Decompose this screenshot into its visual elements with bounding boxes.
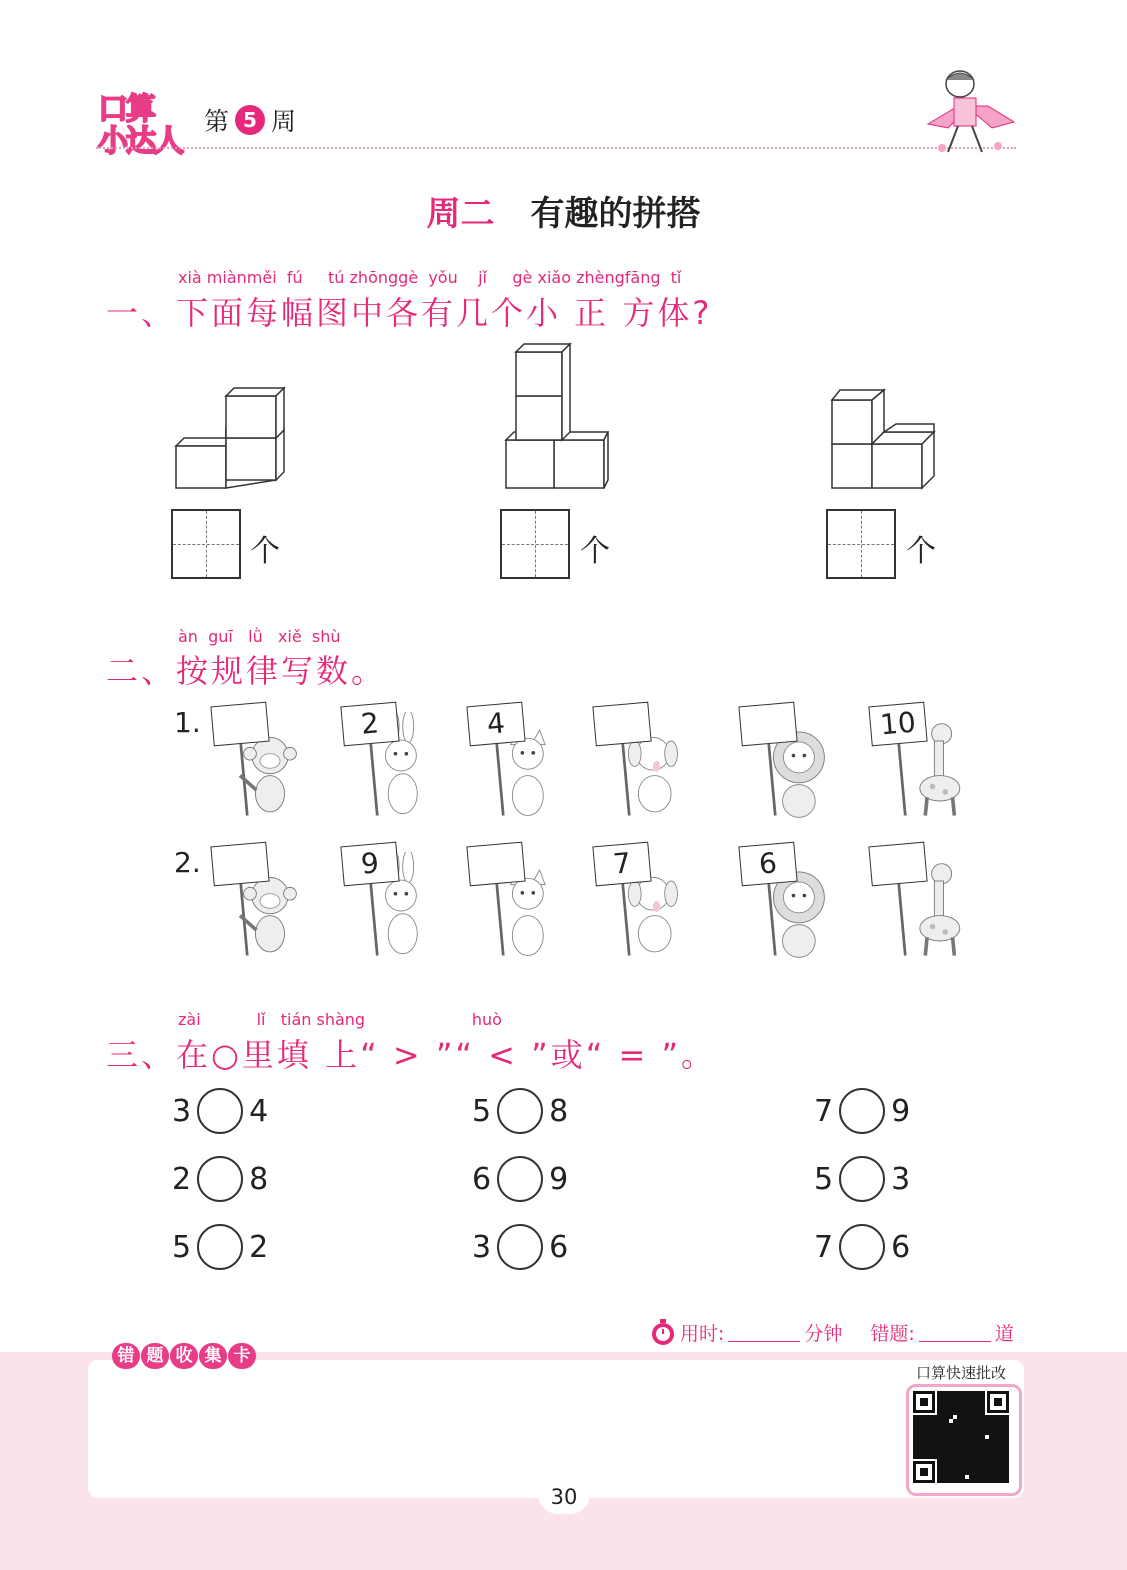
compare-circle-blank[interactable]	[497, 1156, 543, 1202]
compare-circle-blank[interactable]	[839, 1156, 885, 1202]
time-blank[interactable]	[728, 1323, 800, 1342]
qr-title: 口算快速批改	[915, 1364, 1006, 1382]
answer-box-3[interactable]	[826, 509, 896, 579]
compare-right-number: 3	[891, 1161, 911, 1197]
cube-figure-2	[500, 340, 612, 492]
brand-logo	[96, 84, 182, 159]
compare-circle-blank[interactable]	[197, 1156, 243, 1202]
compare-circle-blank[interactable]	[839, 1224, 885, 1270]
number-sign[interactable]	[592, 702, 651, 747]
number-sign[interactable]	[210, 702, 269, 747]
errors-label: 错题:	[870, 1322, 915, 1345]
comparison-item	[172, 1156, 268, 1202]
number-sign: 4	[466, 702, 525, 747]
logo-line1: 口算	[98, 92, 154, 127]
stopwatch-icon	[650, 1318, 676, 1346]
number-sign[interactable]	[210, 842, 269, 887]
compare-left-number: 6	[472, 1161, 492, 1197]
section3-heading: 三、在○里填 上“ > ”“ < ”或“ = ”。	[106, 1036, 717, 1074]
number-sign: 6	[738, 842, 797, 887]
compare-circle-blank[interactable]	[197, 1088, 243, 1134]
row1-label: 1.	[174, 706, 201, 739]
compare-circle-blank[interactable]	[197, 1224, 243, 1270]
compare-right-number: 4	[249, 1093, 269, 1129]
page-number: 30	[538, 1476, 590, 1514]
header-divider	[96, 147, 1016, 149]
page-title	[0, 186, 1127, 235]
qr-code[interactable]	[906, 1384, 1022, 1496]
compare-right-number: 6	[891, 1229, 911, 1265]
week-suffix: 周	[271, 107, 297, 136]
section2-pinyin: àn guī lǜ xiě shù	[178, 627, 341, 646]
comparison-item	[814, 1156, 910, 1202]
compare-circle-blank[interactable]	[839, 1088, 885, 1134]
week-prefix: 第	[204, 107, 230, 136]
compare-right-number: 8	[549, 1093, 569, 1129]
cube-figure-3	[826, 382, 938, 492]
comparison-item	[172, 1088, 268, 1134]
section2-heading: 二、按规律写数。	[106, 652, 387, 690]
card-label-char: 错	[112, 1343, 140, 1369]
time-label: 用时:	[680, 1322, 725, 1345]
compare-left-number: 3	[472, 1229, 492, 1265]
answer-box-2[interactable]	[500, 509, 570, 579]
number-sign: 2	[340, 702, 399, 747]
number-sign: 10	[868, 702, 927, 747]
comparison-item	[472, 1224, 568, 1270]
number-sign: 9	[340, 842, 399, 887]
comparison-item	[472, 1156, 568, 1202]
answer-box-1[interactable]	[171, 509, 241, 579]
card-label-char: 卡	[228, 1343, 256, 1369]
number-sign[interactable]	[868, 842, 927, 887]
number-sign[interactable]	[466, 842, 525, 887]
unit-label-1: 个	[250, 534, 280, 569]
compare-left-number: 5	[172, 1229, 192, 1265]
card-label-char: 集	[199, 1343, 227, 1369]
comparison-item	[172, 1224, 268, 1270]
number-sign[interactable]	[738, 702, 797, 747]
compare-right-number: 8	[249, 1161, 269, 1197]
mascot-girl-icon	[918, 66, 1018, 158]
section1-pinyin: xià miànměi fú tú zhōnggè yǒu jǐ gè xiǎo zhèngfāng tǐ	[178, 268, 682, 287]
compare-right-number: 2	[249, 1229, 269, 1265]
errors-unit: 道	[994, 1322, 1014, 1345]
card-label-char: 收	[170, 1343, 198, 1369]
compare-right-number: 9	[891, 1093, 911, 1129]
cube-figure-1	[170, 380, 290, 492]
time-unit: 分钟	[804, 1322, 843, 1345]
logo-line2: 小达人	[98, 124, 182, 159]
week-indicator	[204, 102, 296, 138]
compare-left-number: 7	[814, 1229, 834, 1265]
compare-right-number: 6	[549, 1229, 569, 1265]
compare-left-number: 3	[172, 1093, 192, 1129]
errors-blank[interactable]	[919, 1323, 991, 1342]
number-sign: 7	[592, 842, 651, 887]
compare-circle-blank[interactable]	[497, 1088, 543, 1134]
compare-left-number: 2	[172, 1161, 192, 1197]
unit-label-2: 个	[580, 534, 610, 569]
compare-left-number: 5	[472, 1093, 492, 1129]
unit-label-3: 个	[906, 534, 936, 569]
comparison-item	[814, 1224, 910, 1270]
time-record	[650, 1318, 1014, 1346]
qr-code-icon	[909, 1387, 1013, 1487]
error-card-label	[112, 1343, 256, 1369]
title-day: 周二	[426, 194, 495, 234]
section3-pinyin: zài lǐ tián shàng huò	[178, 1010, 502, 1029]
compare-left-number: 5	[814, 1161, 834, 1197]
title-topic: 有趣的拼搭	[530, 194, 701, 234]
comparison-item	[814, 1088, 910, 1134]
compare-left-number: 7	[814, 1093, 834, 1129]
section1-heading: 一、下面每幅图中各有几个小 正 方体?	[106, 294, 713, 332]
row2-label: 2.	[174, 846, 201, 879]
compare-circle-blank[interactable]	[497, 1224, 543, 1270]
compare-right-number: 9	[549, 1161, 569, 1197]
week-number-badge: 5	[235, 105, 265, 135]
card-label-char: 题	[141, 1343, 169, 1369]
comparison-item	[472, 1088, 568, 1134]
